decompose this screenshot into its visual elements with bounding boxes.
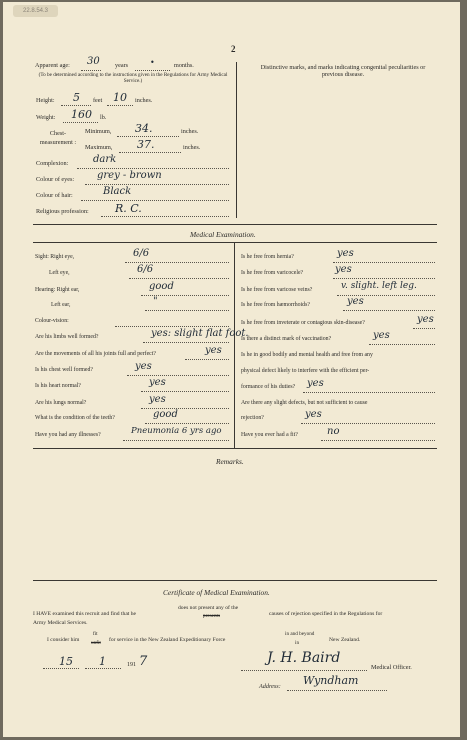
certificate-does-not-present: does not present any of the: [178, 605, 239, 611]
hair-value: Black: [103, 186, 132, 197]
question-answer: yes: [417, 314, 434, 325]
months-value: •: [150, 58, 155, 67]
certificate-title: Certificate of Medical Examination.: [163, 588, 270, 597]
remarks-title: Remarks.: [216, 457, 244, 466]
question-answer: yes: [149, 377, 166, 388]
chest-min-unit: inches.: [181, 128, 199, 135]
chest-label: Chest-measurement :: [39, 130, 77, 146]
question-label: Are his limbs well formed?: [35, 334, 99, 340]
archive-ref-stamp: 22.8.54.3: [13, 5, 58, 17]
in-and-beyond-label: in and beyond: [285, 631, 315, 637]
date-year-suffix: 7: [139, 654, 148, 669]
question-answer: ": [153, 296, 158, 307]
question-answer: yes: [305, 409, 322, 420]
question-answer: yes: [135, 361, 152, 372]
age-label: Apparent age:: [35, 62, 70, 69]
certificate-line2: Army Medical Services.: [33, 620, 88, 626]
question-label: Are his lungs normal?: [35, 400, 87, 406]
date-day: 15: [59, 655, 73, 668]
certificate-line1-b: causes of rejection specified in the Regulations for: [269, 611, 383, 617]
question-answer: yes: [205, 345, 222, 356]
question-label: Are the movements of all his joints full and perfect?: [35, 351, 156, 357]
years-label: years: [115, 62, 129, 69]
address-label: Address:: [259, 683, 281, 690]
weight-label: Weight:: [36, 114, 56, 121]
question-label: Is he free from inveterate or contagious skin-disease?: [241, 320, 365, 326]
question-label: Have you ever had a fit?: [241, 432, 298, 438]
question-label: Are there any slight defects, but not sufficient to cause: [241, 400, 368, 406]
question-answer: no: [327, 426, 340, 437]
religion-value: R. C.: [115, 202, 142, 215]
lb-label: lb.: [100, 114, 107, 121]
question-label: What is the condition of the teeth?: [35, 415, 115, 421]
chest-max-value: 37.: [137, 138, 155, 151]
chest-max-label: Maximum,: [85, 144, 113, 151]
page-number: 2: [231, 44, 236, 54]
complexion-value: dark: [93, 154, 117, 165]
religion-label: Religious profession:: [36, 208, 89, 215]
question-label: Is he free from hæmorrhoids?: [241, 302, 310, 308]
question-label: Is his heart normal?: [35, 383, 81, 389]
consider-label: I consider him: [47, 637, 80, 643]
new-zealand-label: New Zealand.: [329, 637, 361, 643]
question-label: formance of his duties?: [241, 384, 296, 390]
question-label: Left ear,: [51, 302, 71, 308]
question-answer: yes: [149, 394, 166, 405]
question-answer: 6/6: [137, 264, 154, 275]
question-answer: 6/6: [133, 248, 150, 259]
question-answer: good: [153, 409, 178, 420]
question-answer: v. slight. left leg.: [341, 281, 417, 291]
chest-min-label: Minimum,: [85, 128, 112, 135]
date-year-prefix: 191: [127, 662, 136, 668]
medical-exam-title: Medical Examination.: [190, 230, 256, 239]
medical-officer-label: Medical Officer.: [371, 664, 412, 671]
document-page: [3, 2, 460, 737]
question-label: Is he in good bodily and mental health and free from any: [241, 352, 373, 358]
age-note: (To be determined according to the instructions given in the Regulations for Army Medical Service.): [38, 72, 228, 85]
question-label: Hearing: Right ear,: [35, 287, 80, 293]
question-answer: good: [149, 281, 174, 292]
question-label: physical defect likely to interfere with the efficient per-: [241, 368, 370, 374]
question-label: Colour-vision:: [35, 318, 69, 324]
feet-label: feet: [93, 97, 103, 104]
weight-value: 160: [71, 108, 92, 121]
question-answer: yes: [373, 330, 390, 341]
chest-max-unit: inches.: [183, 144, 201, 151]
question-answer: yes: slight flat foot.: [151, 328, 249, 339]
distinctive-marks-heading: Distinctive marks, and marks indicating congenital peculiarities or previous disease.: [260, 64, 426, 78]
eyes-label: Colour of eyes:: [36, 176, 75, 183]
question-label: Is he free from varicose veins?: [241, 287, 313, 293]
chest-min-value: 34.: [135, 122, 153, 135]
question-label: Sight: Right eye,: [35, 254, 75, 260]
service-label: for service in the New Zealand Expeditionary Force: [109, 637, 226, 643]
question-answer: yes: [335, 264, 352, 275]
height-label: Height:: [36, 97, 55, 104]
question-label: Is there a distinct mark of vaccination?: [241, 336, 332, 342]
in-label: in: [295, 640, 300, 646]
address-value: Wyndham: [303, 674, 359, 687]
complexion-label: Complexion:: [36, 160, 69, 167]
height-inches: 10: [113, 91, 127, 104]
medical-officer-signature: J. H. Baird: [267, 650, 341, 666]
question-label: Is his chest well formed?: [35, 367, 93, 373]
question-label: Is he free from varicocele?: [241, 270, 304, 276]
question-answer: yes: [337, 248, 354, 259]
certificate-line1-a: I HAVE examined this recruit and find that he: [33, 611, 137, 617]
certificate-presents: presents: [203, 613, 220, 619]
age-value: 30: [87, 56, 100, 67]
months-label: months.: [174, 62, 194, 69]
fit-label: fit: [93, 631, 98, 637]
unfit-label: unfit: [91, 640, 101, 646]
inches-label: inches.: [135, 97, 153, 104]
question-answer: yes: [347, 296, 364, 307]
question-label: Is he free from hernia?: [241, 254, 294, 260]
question-answer: yes: [307, 378, 324, 389]
question-answer: Pneumonia 6 yrs ago: [131, 426, 222, 436]
question-label: Left eye,: [49, 270, 70, 276]
hair-label: Colour of hair:: [36, 192, 73, 199]
date-month: 1: [99, 655, 106, 668]
question-label: Have you had any illnesses?: [35, 432, 101, 438]
eyes-value: grey - brown: [97, 170, 162, 181]
height-feet: 5: [73, 91, 80, 104]
question-label: rejection?: [241, 415, 264, 421]
